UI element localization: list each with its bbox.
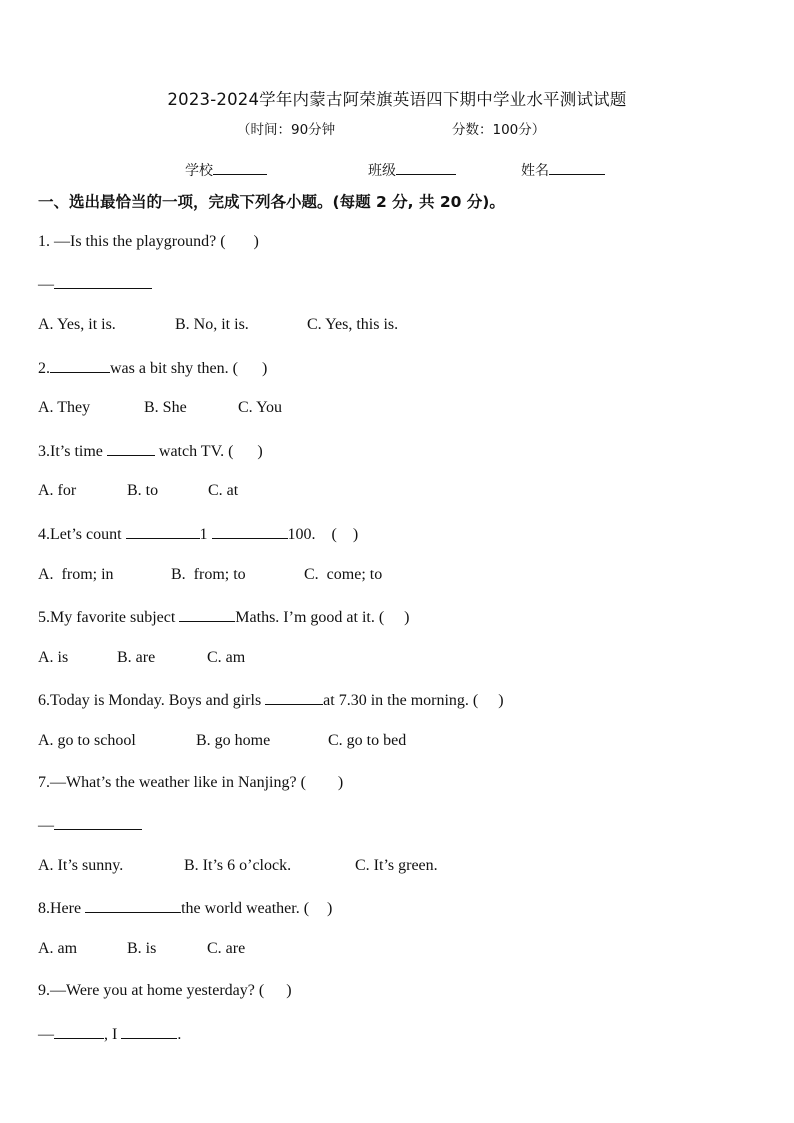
exam-time: （时间：90分钟	[237, 122, 336, 138]
question-9-reply	[38, 1024, 181, 1044]
option-b[interactable]: B. from; to	[171, 566, 246, 583]
class-blank[interactable]	[396, 160, 456, 175]
question-2-options	[38, 399, 283, 417]
question-8	[38, 898, 332, 918]
option-b[interactable]: B. are	[117, 649, 156, 666]
question-5	[38, 607, 410, 627]
option-c[interactable]: C. Yes, this is.	[307, 316, 399, 333]
question-5-options	[38, 649, 246, 667]
answer-blank-2[interactable]	[121, 1024, 177, 1039]
section-heading: 一、选出最恰当的一项，完成下列各小题。(每题 2 分, 共 20 分)。	[38, 193, 505, 211]
answer-blank[interactable]	[85, 898, 181, 913]
option-a[interactable]: A. go to school	[38, 732, 136, 749]
question-2-paren: )	[261, 360, 268, 377]
name-field	[521, 160, 605, 180]
reply-period: .	[177, 1026, 182, 1043]
question-1	[38, 233, 259, 251]
answer-blank-2[interactable]	[212, 524, 288, 539]
question-2-stem: was a bit shy then. (	[110, 360, 238, 377]
option-a[interactable]: A. from; in	[38, 566, 114, 583]
question-3-paren: )	[257, 443, 263, 460]
question-7-stem: 7.—What’s the weather like in Nanjing? (	[38, 774, 306, 791]
question-1-reply	[38, 274, 152, 294]
answer-blank[interactable]	[54, 815, 142, 830]
option-b[interactable]: B. go home	[196, 732, 271, 749]
exam-score: 分数：100分）	[452, 122, 546, 138]
answer-blank[interactable]	[54, 274, 152, 289]
question-5-stem-b: Maths. I’m good at it. (	[235, 609, 385, 626]
answer-blank[interactable]	[179, 607, 235, 622]
question-1-stem: 1. —Is this the playground? (	[38, 233, 226, 250]
option-b[interactable]: B. is	[127, 940, 157, 957]
question-5-stem: 5.My favorite subject	[38, 609, 176, 626]
option-a[interactable]: A. is	[38, 649, 69, 666]
question-7-paren: )	[337, 774, 344, 791]
question-4-options	[38, 566, 383, 584]
option-a[interactable]: A. They	[38, 399, 91, 416]
option-a[interactable]: A. am	[38, 940, 78, 957]
question-3-stem-b: watch TV. (	[158, 443, 234, 460]
question-7-reply	[38, 815, 142, 835]
question-7	[38, 774, 343, 792]
question-7-options	[38, 857, 438, 875]
class-label: 班级	[368, 163, 396, 179]
question-6-stem: 6.Today is Monday. Boys and girls	[38, 692, 262, 709]
answer-blank-1[interactable]	[54, 1024, 104, 1039]
name-blank[interactable]	[549, 160, 605, 175]
answer-blank-1[interactable]	[126, 524, 200, 539]
answer-blank[interactable]	[265, 690, 323, 705]
question-2-number: 2.	[38, 360, 50, 377]
question-3	[38, 441, 263, 461]
name-label: 姓名	[521, 163, 549, 179]
option-a[interactable]: A. for	[38, 482, 77, 499]
question-5-paren: )	[404, 609, 410, 626]
question-4-stem: 4.Let’s count	[38, 526, 122, 543]
question-2	[38, 358, 267, 378]
question-8-options	[38, 940, 246, 958]
reply-text: , I	[104, 1026, 118, 1043]
question-8-stem: 8.Here	[38, 900, 82, 917]
reply-dash: —	[38, 276, 54, 293]
option-b[interactable]: B. No, it is.	[175, 316, 249, 333]
class-field	[368, 160, 456, 180]
school-label: 学校	[185, 163, 213, 179]
question-6-paren: )	[498, 692, 504, 709]
question-4-stem-c: 100.	[287, 526, 316, 543]
school-field	[185, 160, 267, 180]
question-9-paren: )	[286, 982, 292, 999]
question-4-paren-open: (	[331, 526, 337, 543]
question-8-stem-b: the world weather. (	[181, 900, 310, 917]
option-b[interactable]: B. to	[127, 482, 159, 499]
question-9	[38, 982, 292, 1000]
question-6-options	[38, 732, 407, 750]
school-blank[interactable]	[213, 160, 267, 175]
question-1-paren: )	[253, 233, 259, 250]
option-c[interactable]: C. am	[207, 649, 246, 666]
question-4-stem-b: 1	[199, 526, 208, 543]
option-a[interactable]: A. Yes, it is.	[38, 316, 116, 333]
option-c[interactable]: C. come; to	[304, 566, 383, 583]
question-3-options	[38, 482, 239, 500]
option-c[interactable]: C. are	[207, 940, 246, 957]
question-8-paren: )	[327, 900, 333, 917]
question-3-stem: 3.It’s time	[38, 443, 103, 460]
option-a[interactable]: A. It’s sunny.	[38, 857, 124, 874]
answer-blank[interactable]	[107, 441, 155, 456]
option-c[interactable]: C. You	[238, 399, 283, 416]
answer-blank[interactable]	[50, 358, 110, 373]
reply-dash: —	[38, 1026, 54, 1043]
question-1-options	[38, 316, 399, 334]
question-9-stem: 9.—Were you at home yesterday? (	[38, 982, 265, 999]
question-4	[38, 524, 358, 544]
question-6-stem-b: at 7.30 in the morning. (	[323, 692, 479, 709]
option-c[interactable]: C. go to bed	[328, 732, 407, 749]
option-b[interactable]: B. It’s 6 o’clock.	[184, 857, 292, 874]
option-b[interactable]: B. She	[144, 399, 187, 416]
reply-dash: —	[38, 817, 54, 834]
question-6	[38, 690, 504, 710]
question-4-paren-close: )	[352, 526, 359, 543]
page-title: 2023-2024学年内蒙古阿荣旗英语四下期中学业水平测试试题	[167, 90, 627, 109]
option-c[interactable]: C. It’s green.	[355, 857, 438, 874]
option-c[interactable]: C. at	[208, 482, 239, 499]
